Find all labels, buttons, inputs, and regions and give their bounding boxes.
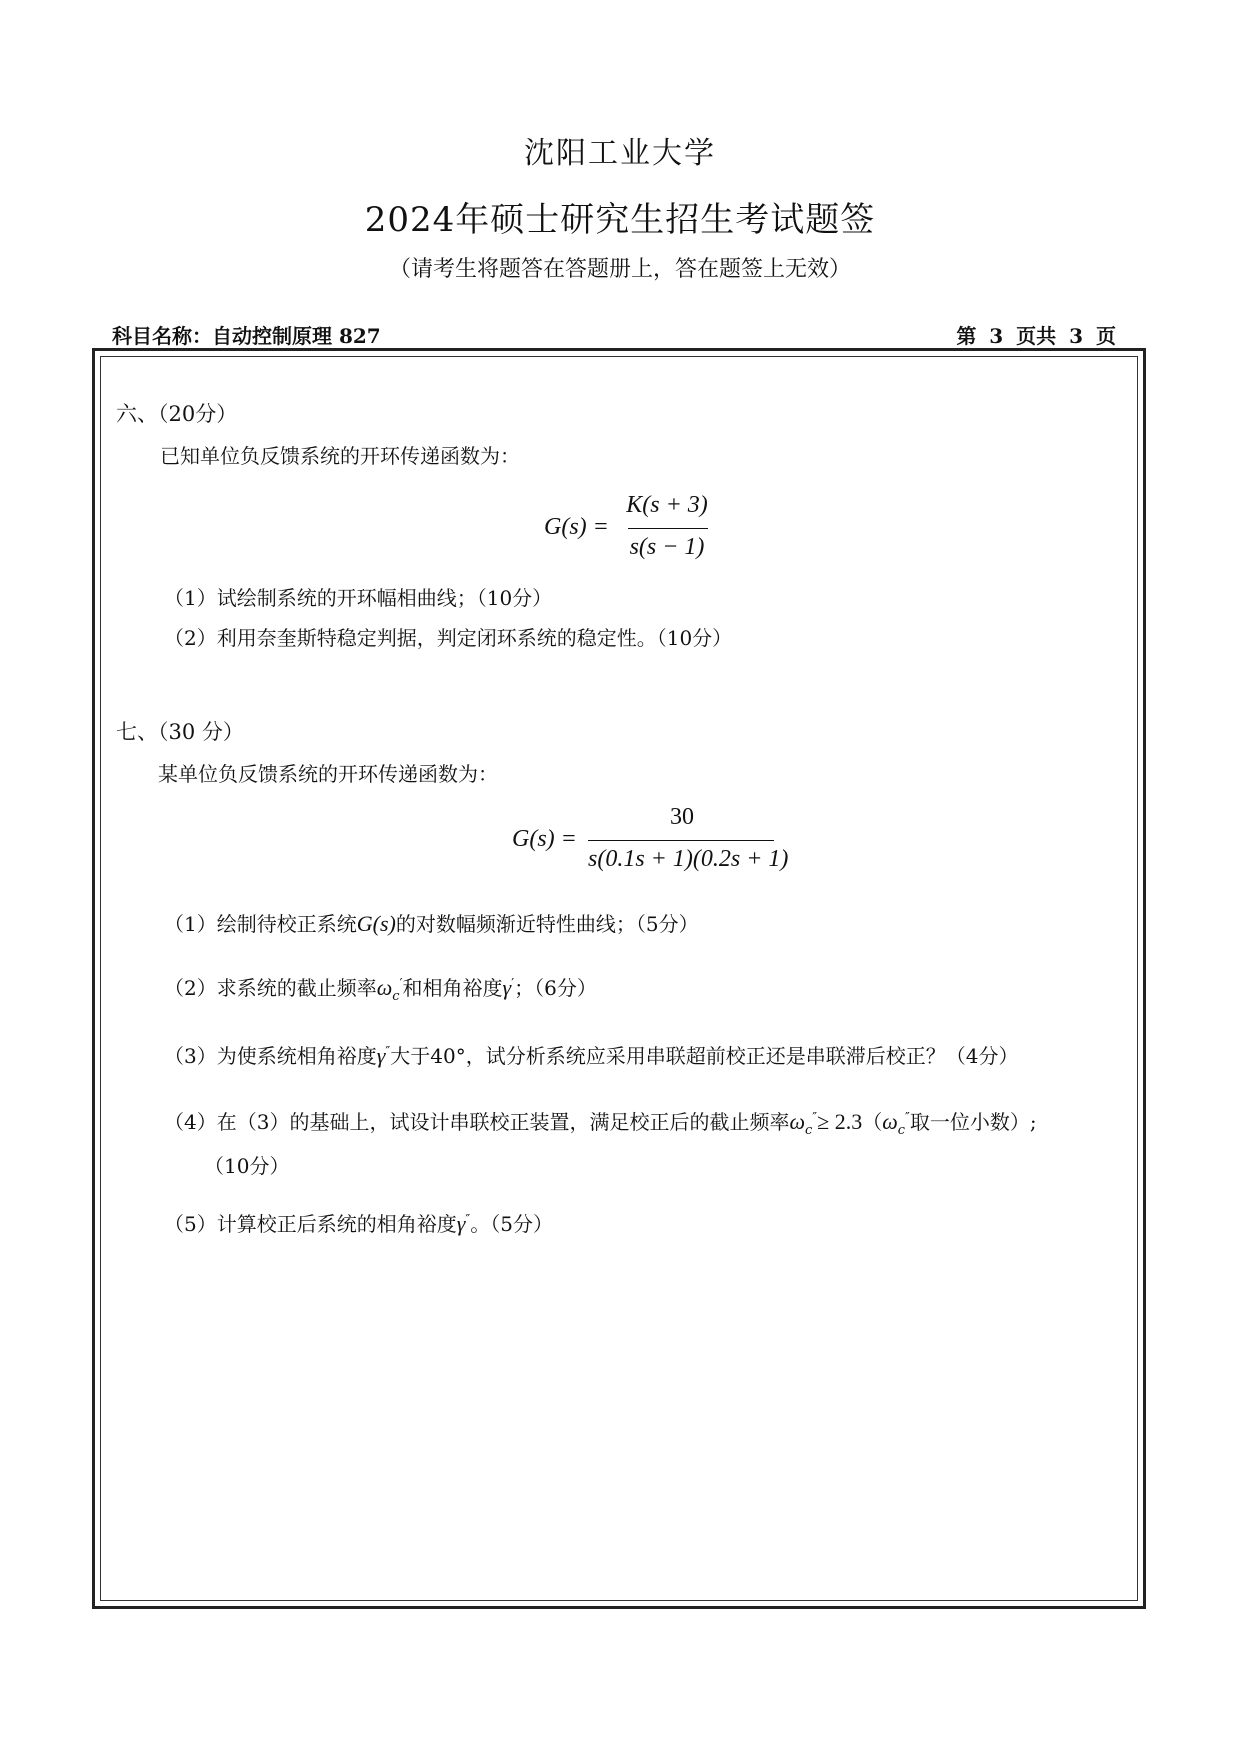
q6-formula-numerator: K(s + 3)	[626, 492, 708, 518]
page-info: 第 3 页共 3 页	[956, 324, 1116, 348]
q6-heading: 六、（20分）	[116, 402, 238, 426]
q7-item-5: （5）计算校正后系统的相角裕度γ″。（5分）	[164, 1211, 553, 1236]
exam-instruction: （请考生将题答在答题册上，答在题签上无效）	[388, 257, 851, 282]
q6-item-2: （2）利用奈奎斯特稳定判据，判定闭环系统的稳定性。（10分）	[164, 626, 733, 650]
q7-intro: 某单位负反馈系统的开环传递函数为：	[158, 762, 498, 786]
subject-name: 科目名称：自动控制原理 827	[112, 324, 381, 348]
q7-formula-denominator: s(0.1s + 1)(0.2s + 1)	[588, 846, 789, 872]
q7-item-2: （2）求系统的截止频率$\omega_c'$和相角裕度γ′；（6分）	[164, 975, 597, 1004]
q7-heading: 七、（30 分）	[116, 720, 244, 744]
exam-title: 2024年硕士研究生招生考试题签	[364, 200, 876, 240]
q6-item-1: （1）试绘制系统的开环幅相曲线；（10分）	[164, 586, 553, 610]
q7-fraction-bar	[588, 840, 774, 841]
q7-formula-numerator: 30	[670, 804, 694, 830]
q7-item-1: （1）绘制待校正系统G(s)的对数幅频渐近特性曲线；（5分）	[164, 911, 699, 936]
q7-item-3: （3）为使系统相角裕度γ″大于40°，试分析系统应采用串联超前校正还是串联滞后校正？（4分）	[164, 1043, 1019, 1068]
q6-formula-denominator: s(s − 1)	[629, 534, 705, 560]
university-name: 沈阳工业大学	[524, 136, 716, 171]
q6-fraction-bar	[628, 528, 708, 529]
q7-formula-lhs: G(s) =	[512, 826, 577, 852]
q7-item-4: （4）在（3）的基础上，试设计串联校正装置，满足校正后的截止频率$\omega_c''\ge 2.3(\omega_c''$取一位小数）;	[164, 1109, 1037, 1138]
q7-item-4-points: （10分）	[204, 1154, 290, 1178]
q6-intro: 已知单位负反馈系统的开环传递函数为：	[160, 444, 520, 468]
q6-formula-lhs: G(s) =	[544, 514, 609, 540]
